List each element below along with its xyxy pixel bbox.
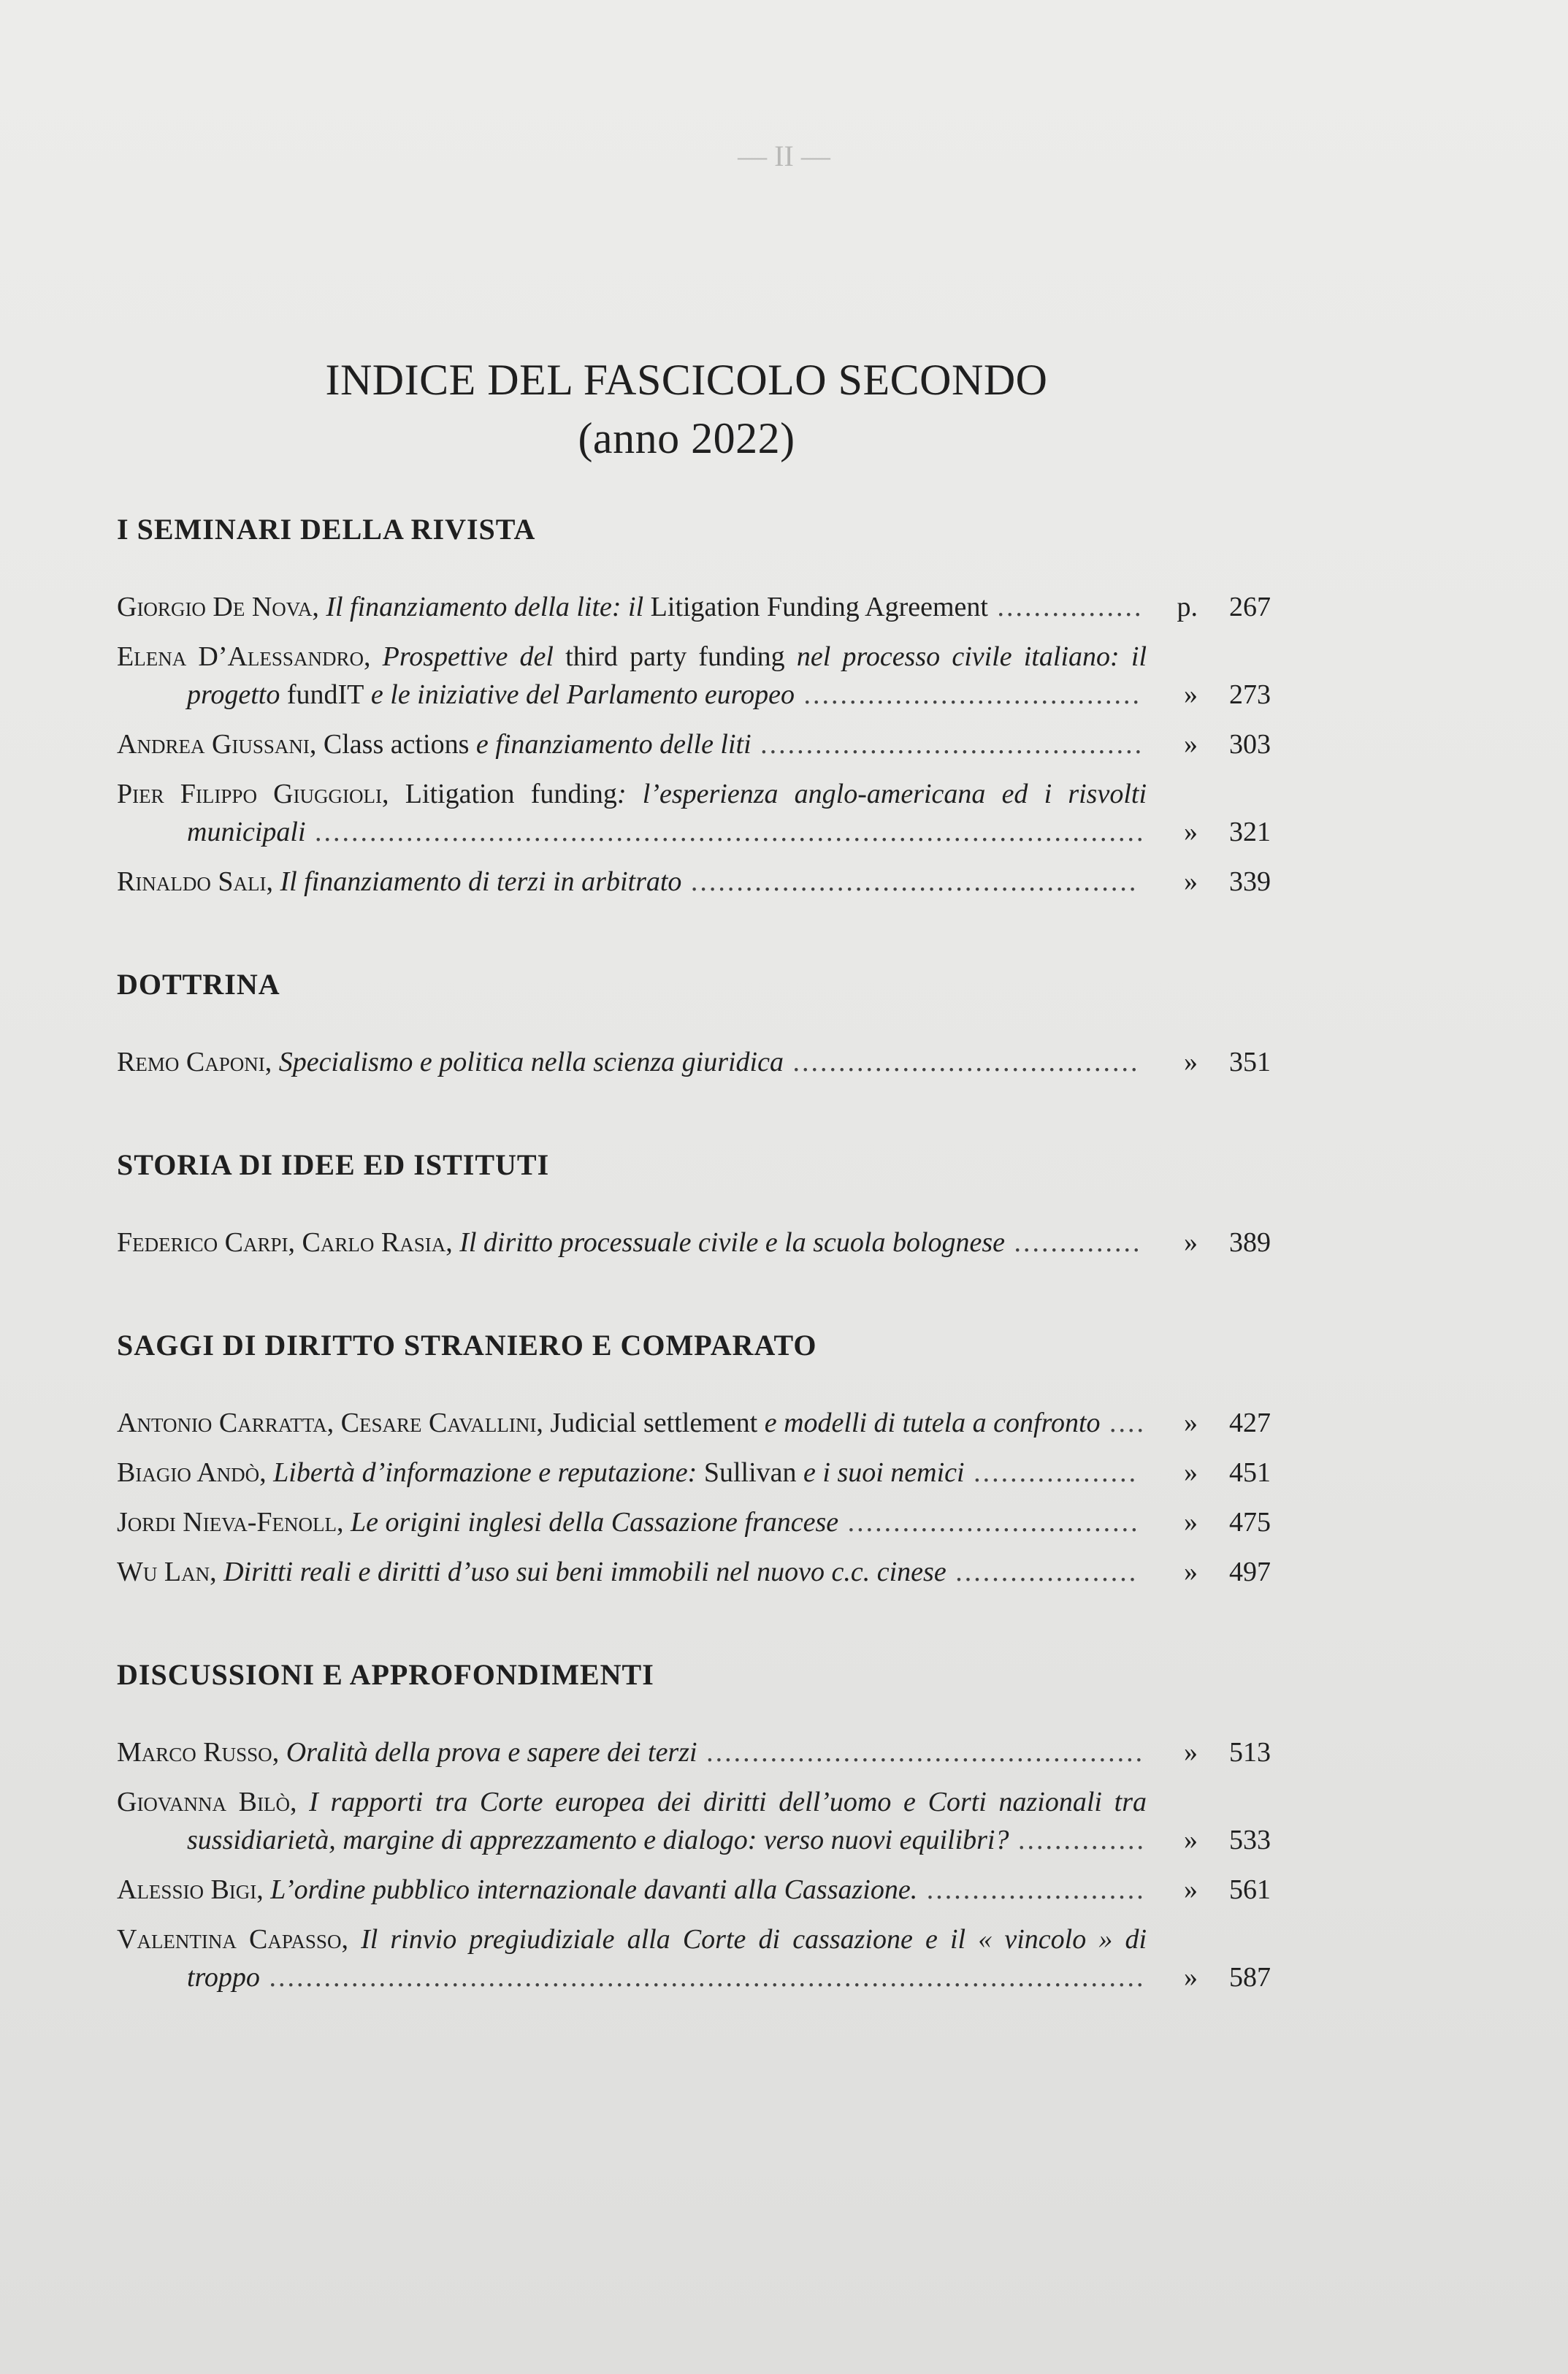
entry-author: Valentina Capasso — [117, 1924, 342, 1955]
entry-title — [117, 725, 1147, 763]
entry-author: Giovanna Bilò — [117, 1787, 290, 1817]
page-number: 267 — [1229, 592, 1271, 622]
entry-title-part: e le iniziative del Parlamento europeo — [364, 679, 795, 710]
page-number: 339 — [1229, 866, 1271, 897]
section-heading: DOTTRINA — [117, 968, 280, 1001]
dot-leader: ........................................................................................... — [305, 817, 1146, 847]
table-of-contents — [117, 511, 1271, 2062]
toc-entry — [117, 638, 1271, 714]
entry-title-part: Litigation Funding Agreement — [650, 592, 988, 622]
dot-leader: .............. — [1005, 1227, 1142, 1258]
page-marker: » — [1184, 1047, 1198, 1077]
entry-title — [117, 1454, 1147, 1492]
page-number: 561 — [1229, 1874, 1271, 1905]
section-heading: I SEMINARI DELLA RIVISTA — [117, 513, 536, 546]
entry-title-part: e finanziamento delle liti — [469, 729, 752, 760]
entry-title-part: , — [341, 1924, 362, 1955]
entry-title — [117, 1553, 1147, 1591]
entry-author: Giorgio De Nova — [117, 592, 313, 622]
entry-author: Marco Russo — [117, 1737, 272, 1768]
entry-title — [117, 1920, 1147, 1996]
page-marker: p. — [1177, 592, 1198, 622]
page-marker: » — [1184, 1737, 1198, 1768]
entry-title-part: , — [256, 1874, 271, 1905]
entry-title — [117, 1043, 1147, 1081]
section-heading: STORIA DI IDEE ED ISTITUTI — [117, 1148, 550, 1181]
entry-title-part: Oralità della prova e sapere dei terzi — [286, 1737, 697, 1768]
entry-title-part: Il finanziamento di terzi in arbitrato — [280, 866, 682, 897]
toc-section — [117, 1147, 1271, 1262]
page-marker: » — [1184, 1874, 1198, 1905]
page-marker: » — [1184, 679, 1198, 710]
page-marker: » — [1184, 1825, 1198, 1855]
page-marker: » — [1184, 866, 1198, 897]
page-number: 351 — [1229, 1047, 1271, 1077]
entry-title — [117, 775, 1147, 851]
toc-entry — [117, 1783, 1271, 1859]
section-heading: DISCUSSIONI E APPROFONDIMENTI — [117, 1658, 654, 1691]
page-marker: » — [1184, 1962, 1198, 1993]
page-marker: » — [1184, 1227, 1198, 1258]
entry-title — [117, 1783, 1147, 1859]
page-number: 303 — [1229, 729, 1271, 760]
entry-author: Wu Lan — [117, 1557, 210, 1587]
dot-leader: ...................................... — [783, 1047, 1140, 1077]
entry-title-part: , — [536, 1408, 551, 1438]
page-number: 587 — [1229, 1962, 1271, 1993]
entry-title-part: , — [266, 866, 280, 897]
page-marker: » — [1184, 1408, 1198, 1438]
toc-section — [117, 1657, 1271, 1996]
toc-entry — [117, 588, 1271, 626]
entry-title-part: , — [326, 1408, 341, 1438]
toc-entry — [117, 1404, 1271, 1442]
page-number: 497 — [1229, 1557, 1271, 1587]
page-marker: » — [1184, 729, 1198, 760]
entry-author: Elena D’Alessandro — [117, 641, 364, 672]
entry-author: Andrea Giussani — [117, 729, 310, 760]
entry-title-part: third party funding — [565, 641, 785, 672]
entry-title-part: Class actions — [323, 729, 470, 760]
entry-title-part: nel processo civile italiano: il progetto — [187, 641, 1147, 710]
entry-title — [117, 1733, 1147, 1771]
entry-title — [117, 588, 1147, 626]
entry-author: Antonio Carratta — [117, 1408, 327, 1438]
dot-leader: ..................................... — [794, 679, 1141, 710]
entry-title-part: Litigation funding — [405, 779, 617, 809]
entry-author: Jordi Nieva-Fenoll — [117, 1507, 337, 1538]
entry-title-part: , — [312, 592, 326, 622]
entry-title-part: , — [337, 1507, 351, 1538]
page-number: 427 — [1229, 1408, 1271, 1438]
page-marker: » — [1184, 1557, 1198, 1587]
toc-entry — [117, 1503, 1271, 1541]
dot-leader: .................. — [964, 1457, 1139, 1488]
dot-leader: .................... — [946, 1557, 1139, 1587]
page-folio: — II — — [738, 140, 830, 172]
title-line-2: (anno 2022) — [578, 414, 795, 462]
entry-author: Alessio Bigi — [117, 1874, 257, 1905]
page-number: 513 — [1229, 1737, 1271, 1768]
dot-leader: ................................ — [838, 1507, 1140, 1538]
entry-title-part: , — [264, 1047, 279, 1077]
entry-title-part: e i suoi nemici — [796, 1457, 965, 1488]
toc-section — [117, 966, 1271, 1081]
entry-title — [117, 863, 1147, 901]
toc-section — [117, 511, 1271, 901]
toc-entry — [117, 1733, 1271, 1771]
dot-leader: ........................ — [917, 1874, 1146, 1905]
entry-title-part: Diritti reali e diritti d’uso sui beni immobili nel nuovo c.c. cinese — [223, 1557, 946, 1587]
entry-title-part: , — [309, 729, 324, 760]
toc-entry — [117, 1043, 1271, 1081]
entry-author: Remo Caponi — [117, 1047, 265, 1077]
entry-author: Biagio Andò — [117, 1457, 260, 1488]
dot-leader: .... — [1100, 1408, 1147, 1438]
entry-title-part: Prospettive del — [382, 641, 566, 672]
dot-leader: .......................................... — [751, 729, 1144, 760]
entry-title-part: I rapporti tra Corte europea dei diritti dell’uomo e Corti nazionali tra sussidiarietà, margine di apprezzamento e dialogo: verso nuovi equilibri? — [187, 1787, 1147, 1855]
entry-title-part: , — [445, 1227, 460, 1258]
entry-title-part: , — [289, 1787, 310, 1817]
entry-title-part: Sullivan — [703, 1457, 797, 1488]
page-number: 533 — [1229, 1825, 1271, 1855]
entry-title-part: Libertà d’informazione e reputazione: — [273, 1457, 704, 1488]
dot-leader: ................................................. — [681, 866, 1139, 897]
entry-title-part: L’ordine pubblico internazionale davanti alla Cassazione. — [270, 1874, 918, 1905]
index-title — [0, 351, 1373, 467]
entry-author: Federico Carpi — [117, 1227, 288, 1258]
entry-title-part: , — [259, 1457, 274, 1488]
toc-entry — [117, 1454, 1271, 1492]
entry-title — [117, 1871, 1147, 1909]
entry-title-part: Judicial settlement — [550, 1408, 758, 1438]
toc-section — [117, 1327, 1271, 1591]
page-marker: » — [1184, 1457, 1198, 1488]
entry-title — [117, 1503, 1147, 1541]
entry-title-part: , — [272, 1737, 286, 1768]
entry-author: Carlo Rasia — [302, 1227, 446, 1258]
page-number: 451 — [1229, 1457, 1271, 1488]
dot-leader: ................................................ — [697, 1737, 1145, 1768]
entry-title-part: Specialismo e politica nella scienza giuridica — [278, 1047, 784, 1077]
entry-title-part: Il rinvio pregiudiziale alla Corte di cassazione e il « vincolo » di troppo — [187, 1924, 1147, 1993]
title-line-1: INDICE DEL FASCICOLO SECONDO — [325, 356, 1048, 404]
entry-author: Cesare Cavallini — [340, 1408, 537, 1438]
page-number: 273 — [1229, 679, 1271, 710]
entry-title — [117, 1224, 1147, 1262]
entry-title — [117, 1404, 1147, 1442]
toc-entry — [117, 725, 1271, 763]
entry-title-part: e modelli di tutela a confronto — [757, 1408, 1101, 1438]
toc-entry — [117, 775, 1271, 851]
page-marker: » — [1184, 1507, 1198, 1538]
entry-author: Rinaldo Sali — [117, 866, 267, 897]
toc-entry — [117, 863, 1271, 901]
entry-title — [117, 638, 1147, 714]
toc-entry — [117, 1871, 1271, 1909]
dot-leader: ................ — [987, 592, 1144, 622]
entry-title-part: : l’esperienza anglo-americana ed i risvolti municipali — [187, 779, 1147, 847]
toc-entry — [117, 1920, 1271, 1996]
entry-title-part: fundIT — [286, 679, 364, 710]
entry-title-part: Il finanziamento della lite: il — [326, 592, 651, 622]
entry-title-part: , — [288, 1227, 302, 1258]
section-heading: SAGGI DI DIRITTO STRANIERO E COMPARATO — [117, 1329, 817, 1362]
entry-title-part: , — [210, 1557, 224, 1587]
entry-title-part: Le origini inglesi della Cassazione francese — [351, 1507, 839, 1538]
dot-leader: .............. — [1009, 1825, 1146, 1855]
page-number: 321 — [1229, 817, 1271, 847]
toc-entry — [117, 1553, 1271, 1591]
entry-title-part: , — [363, 641, 383, 672]
dot-leader: ................................................................................................ — [259, 1962, 1146, 1993]
page-marker: » — [1184, 817, 1198, 847]
entry-title-part: , — [382, 779, 405, 809]
page-number: 475 — [1229, 1507, 1271, 1538]
entry-author: Pier Filippo Giuggioli — [117, 779, 383, 809]
toc-entry — [117, 1224, 1271, 1262]
page-number: 389 — [1229, 1227, 1271, 1258]
entry-title-part: Il diritto processuale civile e la scuola bolognese — [459, 1227, 1006, 1258]
